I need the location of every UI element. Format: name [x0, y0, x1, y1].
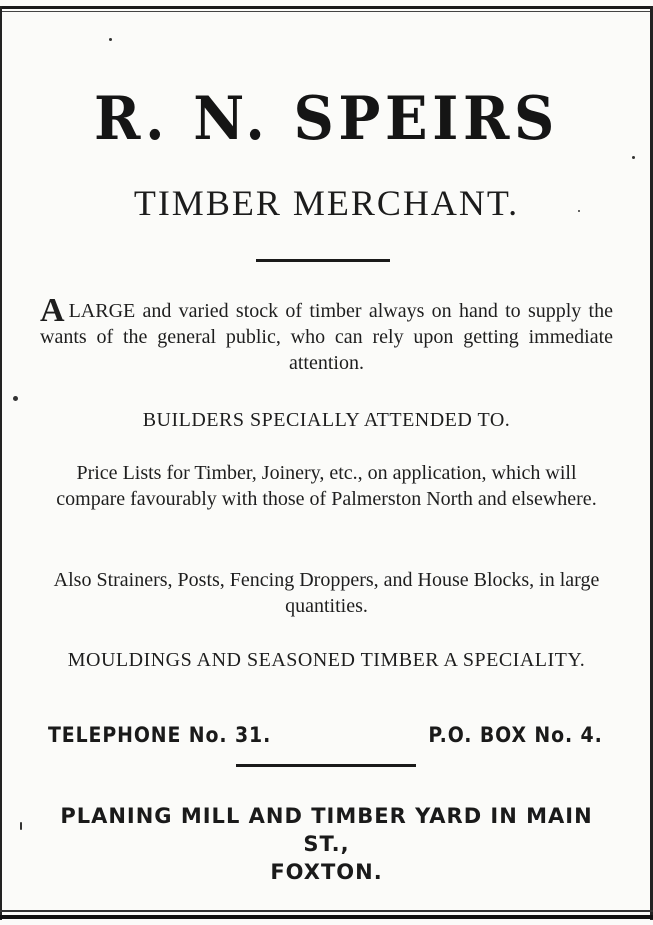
print-speck	[632, 156, 635, 159]
print-speck	[109, 38, 112, 41]
mill-address	[40, 802, 613, 886]
firm-name-heading: R. N. SPEIRS	[94, 84, 559, 154]
po-box-number: P.O. BOX No. 4.	[428, 723, 603, 747]
top-border-hairline	[0, 11, 653, 12]
strainers-paragraph: Also Strainers, Posts, Fencing Droppers, and House Blocks, in large quantities.	[53, 569, 600, 617]
price-lists-paragraph: Price Lists for Timber, Joinery, etc., on application, which will compare favourably with those of Palmerston North and elsewhere.	[56, 462, 597, 510]
mill-address-line-1: PLANING MILL AND TIMBER YARD IN MAIN ST.,	[60, 804, 593, 856]
bottom-border-hairline	[0, 910, 653, 912]
mill-address-line-2: FOXTON.	[270, 860, 383, 884]
print-speck	[578, 210, 580, 212]
trade-subheading: TIMBER MERCHANT.	[133, 183, 520, 223]
left-border-rule	[0, 6, 2, 920]
telephone-number: TELEPHONE No. 31.	[48, 723, 272, 747]
bottom-border-rule	[0, 915, 653, 919]
mouldings-paragraph: MOULDINGS AND SEASONED TIMBER A SPECIALITY.	[67, 649, 586, 671]
print-speck	[13, 396, 18, 401]
stock-dropcap: A	[40, 292, 65, 329]
contact-divider	[236, 764, 416, 767]
print-speck	[20, 822, 22, 830]
stock-paragraph	[40, 292, 613, 376]
builders-notice: BUILDERS SPECIALLY ATTENDED TO.	[142, 409, 511, 431]
stock-text: LARGE and varied stock of timber always on hand to supply the wants of the general public, who can rely upon getting immediate attention.	[40, 300, 613, 374]
top-border-rule	[0, 6, 653, 9]
heading-divider	[256, 259, 390, 262]
